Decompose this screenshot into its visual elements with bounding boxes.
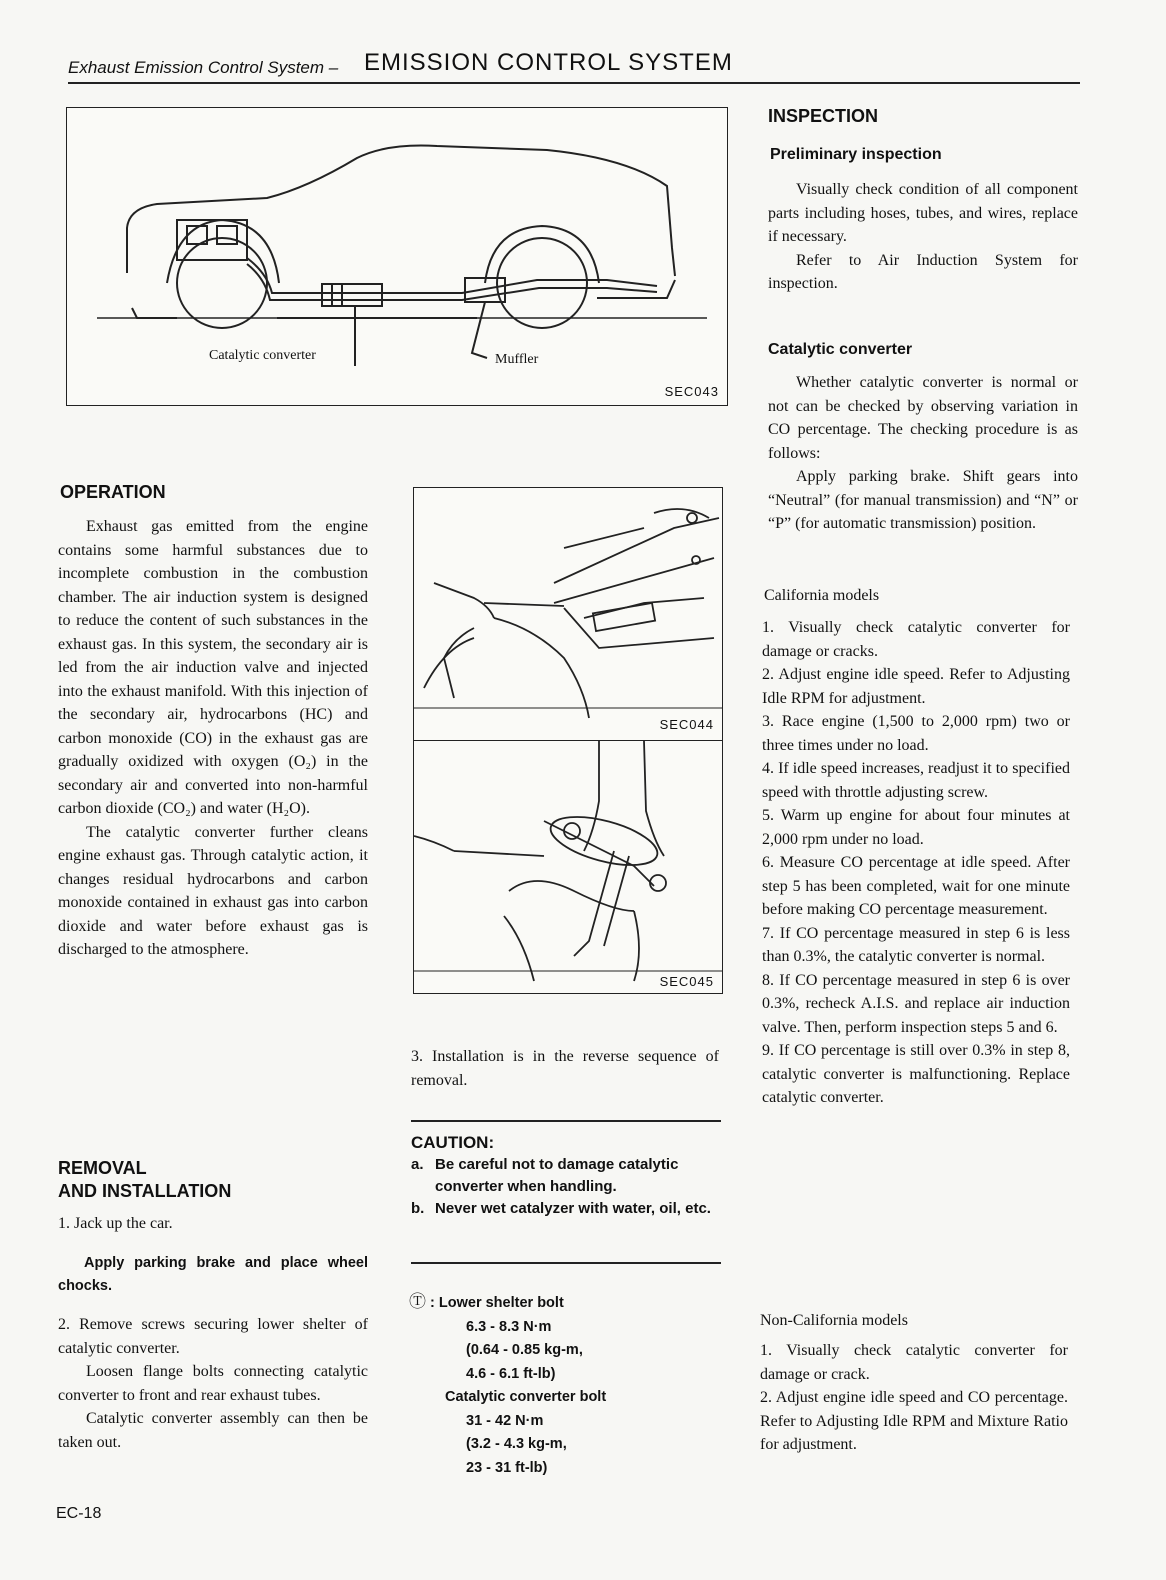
figure-code: SEC044 bbox=[659, 717, 714, 732]
figure-flange-bolts bbox=[413, 740, 723, 994]
car-exhaust-illustration bbox=[67, 108, 727, 405]
operation-text bbox=[58, 515, 368, 962]
flange-bolts-illustration bbox=[414, 741, 722, 993]
torque-value-2b: (3.2 - 4.3 kg-m, bbox=[466, 1436, 567, 1452]
california-step: 1. Visually check catalytic converter for damage or cracks. bbox=[762, 619, 1070, 660]
non-california-heading: Non-California models bbox=[760, 1312, 908, 1329]
removal-heading-line-2: AND INSTALLATION bbox=[58, 1181, 232, 1201]
non-california-step: 2. Adjust engine idle speed and CO percentage. Refer to Adjusting Idle RPM and Mixture Ratio for adjustment. bbox=[760, 1389, 1068, 1453]
removal-step-2c: Catalytic converter assembly can then be taken out. bbox=[58, 1410, 368, 1451]
torque-specs bbox=[409, 1290, 669, 1480]
page-header bbox=[68, 48, 1080, 84]
non-california-steps bbox=[760, 1339, 1068, 1457]
california-step: 9. If CO percentage is still over 0.3% in step 8, catalytic converter is malfunctioning. Replace catalytic converter. bbox=[762, 1042, 1070, 1106]
operation-heading: OPERATION bbox=[60, 482, 166, 502]
california-step: 7. If CO percentage measured in step 6 is less than 0.3%, the catalytic converter is normal. bbox=[762, 924, 1070, 965]
removal-step-2b: Loosen flange bolts connecting catalytic converter to front and rear exhaust tubes. bbox=[58, 1363, 368, 1404]
figure-code: SEC045 bbox=[659, 974, 714, 989]
california-step: 8. If CO percentage measured in step 6 is over 0.3%, recheck A.I.S. and replace air induction valve. Then, perform inspection steps 5 and 6. bbox=[762, 971, 1070, 1036]
california-step: 5. Warm up engine for about four minutes at 2,000 rpm under no load. bbox=[762, 807, 1070, 848]
caution-b-text: Never wet catalyzer with water, oil, etc. bbox=[435, 1200, 711, 1217]
california-step: 4. If idle speed increases, readjust it to specified speed with throttle adjusting screw. bbox=[762, 760, 1070, 801]
torque-label-2: Catalytic converter bolt bbox=[445, 1389, 607, 1405]
torque-icon: Ⓣ bbox=[409, 1292, 426, 1311]
caution-top-rule bbox=[411, 1120, 721, 1122]
removal-heading bbox=[58, 1157, 231, 1203]
caution-a-label: a. bbox=[411, 1156, 424, 1173]
preliminary-text bbox=[768, 178, 1078, 296]
torque-label-1: : Lower shelter bolt bbox=[430, 1295, 564, 1311]
torque-line-1 bbox=[409, 1290, 669, 1316]
figure-code: SEC043 bbox=[664, 384, 719, 399]
catalytic-paragraph-2: Apply parking brake. Shift gears into “Neutral” (for manual transmission) and “N” or “P” (for automatic transmission) position. bbox=[768, 468, 1078, 532]
caution-heading: CAUTION: bbox=[411, 1133, 495, 1152]
caution-block bbox=[411, 1132, 721, 1220]
caution-b-label: b. bbox=[411, 1200, 425, 1217]
caution-a-text: Be careful not to damage catalytic converter when handling. bbox=[435, 1156, 679, 1195]
catalytic-paragraph-1: Whether catalytic converter is normal or not can be checked by observing variation in CO percentage. The checking procedure is as follows: bbox=[768, 374, 1078, 462]
operation-paragraph-1: Exhaust gas emitted from the engine contains some harmful substances due to incomplete combustion in the combustion chamber. The air induction system is designed to reduce the content of such substances in the exhaust gas. In this system, the secondary air is led from the air induction valve and injected into the exhaust manifold. With this injection of the secondary air, hydrocarbons (HC) and carbon monoxide (CO) in the exhaust gas are gradually oxidized with oxygen (O₂) in the secondary air and converted into non-harmful carbon dioxide (CO₂) and water (H₂O). bbox=[58, 518, 368, 817]
preliminary-paragraph-1: Visually check condition of all component parts including hoses, tubes, and wires, replace if necessary. bbox=[768, 181, 1078, 245]
non-california-step: 1. Visually check catalytic converter for damage or crack. bbox=[760, 1342, 1068, 1383]
removal-step-2-block bbox=[58, 1313, 368, 1454]
catalytic-heading: Catalytic converter bbox=[768, 341, 913, 358]
page-number: EC-18 bbox=[56, 1505, 102, 1522]
operation-paragraph-2: The catalytic converter further cleans engine exhaust gas. Through catalytic action, it changes residual hydrocarbons and carbon monoxide contained in exhaust gas into carbon dioxide and water before exhaust gas is discharged to the atmosphere. bbox=[58, 823, 368, 958]
torque-value-1c: 4.6 - 6.1 ft-lb) bbox=[466, 1365, 556, 1382]
removal-step-2: 2. Remove screws securing lower shelter of catalytic converter. bbox=[58, 1316, 368, 1357]
california-step: 3. Race engine (1,500 to 2,000 rpm) two or three times under no load. bbox=[762, 713, 1070, 754]
inspection-heading: INSPECTION bbox=[768, 106, 879, 126]
figure-shelter-removal bbox=[413, 487, 723, 742]
torque-value-1b: (0.64 - 0.85 kg-m, bbox=[466, 1342, 583, 1358]
label-muffler: Muffler bbox=[495, 352, 539, 367]
removal-step-1: 1. Jack up the car. bbox=[58, 1215, 173, 1232]
caution-item-a bbox=[411, 1154, 721, 1198]
preliminary-paragraph-2: Refer to Air Induction System for inspection. bbox=[768, 251, 1078, 292]
removal-note: Apply parking brake and place wheel chocks. bbox=[58, 1255, 368, 1294]
header-section: Exhaust Emission Control System – bbox=[68, 58, 339, 77]
shelter-removal-illustration bbox=[414, 488, 722, 741]
torque-value-2a: 31 - 42 N·m bbox=[466, 1412, 544, 1429]
caution-bottom-rule bbox=[411, 1262, 721, 1264]
catalytic-text bbox=[768, 371, 1078, 536]
torque-value-1a: 6.3 - 8.3 N·m bbox=[466, 1318, 552, 1335]
torque-value-2c: 23 - 31 ft-lb) bbox=[466, 1459, 548, 1476]
figure-exhaust-layout bbox=[66, 107, 728, 406]
removal-step-3: 3. Installation is in the reverse sequence of removal. bbox=[411, 1048, 719, 1089]
removal-heading-line-1: REMOVAL bbox=[58, 1158, 147, 1178]
california-steps bbox=[762, 616, 1070, 1110]
preliminary-heading: Preliminary inspection bbox=[770, 146, 942, 163]
california-step: 6. Measure CO percentage at idle speed. After step 5 has been completed, wait for one minute before making CO percentage measurement. bbox=[762, 854, 1070, 918]
label-catalytic-converter: Catalytic converter bbox=[209, 348, 316, 363]
california-step: 2. Adjust engine idle speed. Refer to Adjusting Idle RPM for adjustment. bbox=[762, 666, 1070, 707]
caution-item-b bbox=[411, 1198, 721, 1220]
california-heading: California models bbox=[764, 587, 880, 604]
header-title: EMISSION CONTROL SYSTEM bbox=[364, 49, 733, 76]
